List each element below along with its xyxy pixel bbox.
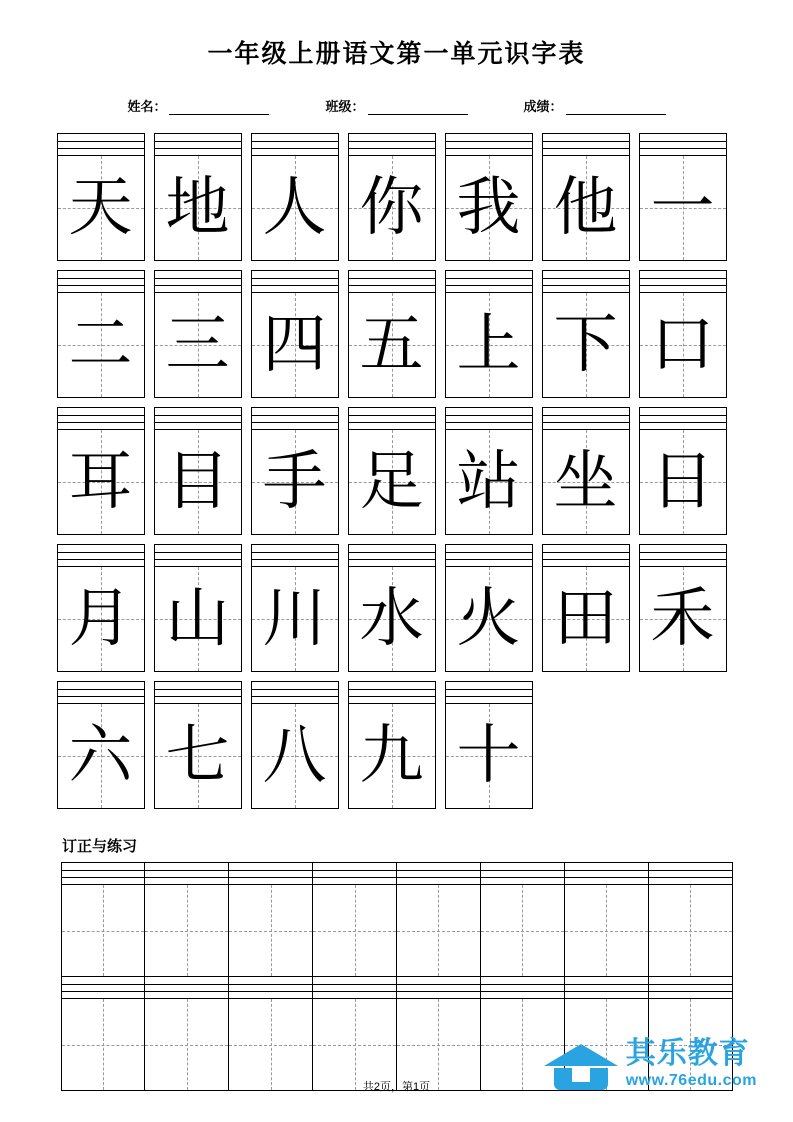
pinyin-staff [481, 977, 564, 999]
pinyin-staff [640, 545, 726, 567]
character-cell [154, 544, 242, 672]
pinyin-staff [349, 271, 435, 293]
pinyin-staff [397, 977, 480, 999]
character-glyph: 月 [68, 582, 133, 656]
character-cell [57, 133, 145, 261]
pinyin-staff [349, 408, 435, 430]
pinyin-staff [446, 271, 532, 293]
character-glyph: 一 [650, 171, 715, 245]
pinyin-staff [543, 545, 629, 567]
info-label-class: 班级： [325, 99, 365, 114]
pinyin-staff [229, 863, 312, 885]
character-glyph: 火 [456, 582, 521, 656]
tian-grid [397, 885, 480, 976]
character-glyph: 他 [553, 171, 618, 245]
pinyin-staff [155, 408, 241, 430]
pinyin-staff [446, 545, 532, 567]
character-grid [57, 133, 737, 809]
pinyin-staff [58, 408, 144, 430]
character-glyph: 田 [553, 582, 618, 656]
pinyin-staff [313, 863, 396, 885]
character-cell [154, 681, 242, 809]
character-glyph: 手 [262, 445, 327, 519]
character-row [57, 407, 737, 535]
pinyin-staff [543, 408, 629, 430]
info-blank-class[interactable] [368, 102, 468, 115]
pinyin-staff [565, 863, 648, 885]
brand-name: 其乐教育 [625, 1036, 750, 1071]
pinyin-staff [640, 408, 726, 430]
pinyin-staff [155, 682, 241, 704]
character-cell [154, 133, 242, 261]
character-glyph: 六 [68, 719, 133, 793]
practice-cell[interactable] [397, 863, 481, 976]
pinyin-staff [252, 134, 338, 156]
character-glyph: 站 [456, 445, 521, 519]
character-glyph: 禾 [650, 582, 715, 656]
student-info-row [0, 96, 793, 115]
character-glyph: 山 [165, 582, 230, 656]
tian-grid [649, 885, 732, 976]
character-cell [154, 270, 242, 398]
pinyin-staff [349, 545, 435, 567]
character-glyph: 我 [456, 171, 521, 245]
pinyin-staff [481, 863, 564, 885]
pinyin-staff [543, 271, 629, 293]
character-cell [639, 407, 727, 535]
character-glyph: 上 [456, 308, 521, 382]
info-label-score: 成绩： [523, 99, 563, 114]
character-glyph: 五 [359, 308, 424, 382]
character-glyph: 足 [359, 445, 424, 519]
pinyin-staff [397, 863, 480, 885]
info-field-score [524, 96, 666, 115]
pinyin-staff [155, 545, 241, 567]
character-cell [639, 133, 727, 261]
character-glyph: 人 [262, 171, 327, 245]
pinyin-staff [229, 977, 312, 999]
character-row [57, 270, 737, 398]
character-glyph: 地 [165, 171, 230, 245]
pinyin-staff [155, 134, 241, 156]
character-cell [57, 544, 145, 672]
pinyin-staff [58, 682, 144, 704]
practice-cell[interactable] [145, 863, 229, 976]
character-glyph: 坐 [553, 445, 618, 519]
pinyin-staff [252, 545, 338, 567]
pinyin-staff [155, 271, 241, 293]
character-glyph: 目 [165, 445, 230, 519]
pinyin-staff [313, 977, 396, 999]
tian-grid [313, 885, 396, 976]
pinyin-staff [446, 134, 532, 156]
character-cell [445, 270, 533, 398]
character-cell [348, 133, 436, 261]
character-cell [57, 270, 145, 398]
practice-cell[interactable] [313, 863, 397, 976]
page-number: 共2页，第1页 [362, 1081, 431, 1093]
character-glyph: 三 [165, 308, 230, 382]
info-blank-name[interactable] [169, 102, 269, 115]
page-footer [0, 1014, 793, 1104]
character-glyph: 二 [68, 308, 133, 382]
character-cell [57, 407, 145, 535]
character-glyph: 下 [553, 308, 618, 382]
character-cell [542, 407, 630, 535]
practice-cell[interactable] [229, 863, 313, 976]
pinyin-staff [649, 863, 732, 885]
tian-grid [145, 885, 228, 976]
character-cell [542, 544, 630, 672]
pinyin-staff [252, 408, 338, 430]
character-cell [445, 544, 533, 672]
character-glyph: 八 [262, 719, 327, 793]
pinyin-staff [145, 863, 228, 885]
practice-heading: 订正与练习 [62, 839, 138, 855]
character-glyph: 口 [650, 308, 715, 382]
character-glyph: 日 [650, 445, 715, 519]
pinyin-staff [252, 271, 338, 293]
pinyin-staff [640, 271, 726, 293]
pinyin-staff [62, 977, 145, 999]
character-row [57, 544, 737, 672]
character-cell [348, 407, 436, 535]
character-glyph: 天 [68, 171, 133, 245]
info-label-name: 姓名： [127, 99, 167, 114]
character-cell [542, 270, 630, 398]
character-glyph: 七 [165, 719, 230, 793]
info-field-class [325, 96, 467, 115]
practice-cell[interactable] [481, 863, 565, 976]
character-row [57, 681, 737, 809]
pinyin-staff [565, 977, 648, 999]
pinyin-staff [349, 134, 435, 156]
character-cell [154, 407, 242, 535]
pinyin-staff [62, 863, 145, 885]
character-cell [57, 681, 145, 809]
pinyin-staff [446, 408, 532, 430]
pinyin-staff [145, 977, 228, 999]
tian-grid [62, 885, 145, 976]
info-blank-score[interactable] [566, 102, 666, 115]
practice-cell[interactable] [649, 863, 732, 976]
character-glyph: 四 [262, 308, 327, 382]
character-glyph: 十 [456, 719, 521, 793]
character-cell [251, 681, 339, 809]
pinyin-staff [640, 134, 726, 156]
character-cell [639, 270, 727, 398]
practice-cell[interactable] [62, 863, 146, 976]
character-cell [348, 270, 436, 398]
tian-grid [565, 885, 648, 976]
character-cell [251, 544, 339, 672]
practice-row [62, 862, 732, 976]
character-cell [445, 681, 533, 809]
pinyin-staff [349, 682, 435, 704]
character-glyph: 水 [359, 582, 424, 656]
character-cell [445, 133, 533, 261]
pinyin-staff [58, 134, 144, 156]
info-field-name [127, 96, 269, 115]
tian-grid [229, 885, 312, 976]
pinyin-staff [58, 545, 144, 567]
page-title: 一年级上册语文第一单元识字表 [207, 41, 586, 68]
practice-cell[interactable] [565, 863, 649, 976]
pinyin-staff [649, 977, 732, 999]
character-glyph: 耳 [68, 445, 133, 519]
character-cell [348, 681, 436, 809]
pinyin-staff [58, 271, 144, 293]
character-glyph: 九 [359, 719, 424, 793]
character-cell [542, 133, 630, 261]
tian-grid [481, 885, 564, 976]
character-cell [445, 407, 533, 535]
character-cell [251, 407, 339, 535]
pinyin-staff [543, 134, 629, 156]
pinyin-staff [252, 682, 338, 704]
brand-url: www.76edu.com [625, 1071, 757, 1089]
character-cell [348, 544, 436, 672]
character-glyph: 川 [262, 582, 327, 656]
character-cell [251, 270, 339, 398]
character-row [57, 133, 737, 261]
character-cell [639, 544, 727, 672]
pinyin-staff [446, 682, 532, 704]
character-cell [251, 133, 339, 261]
character-glyph: 你 [359, 171, 424, 245]
